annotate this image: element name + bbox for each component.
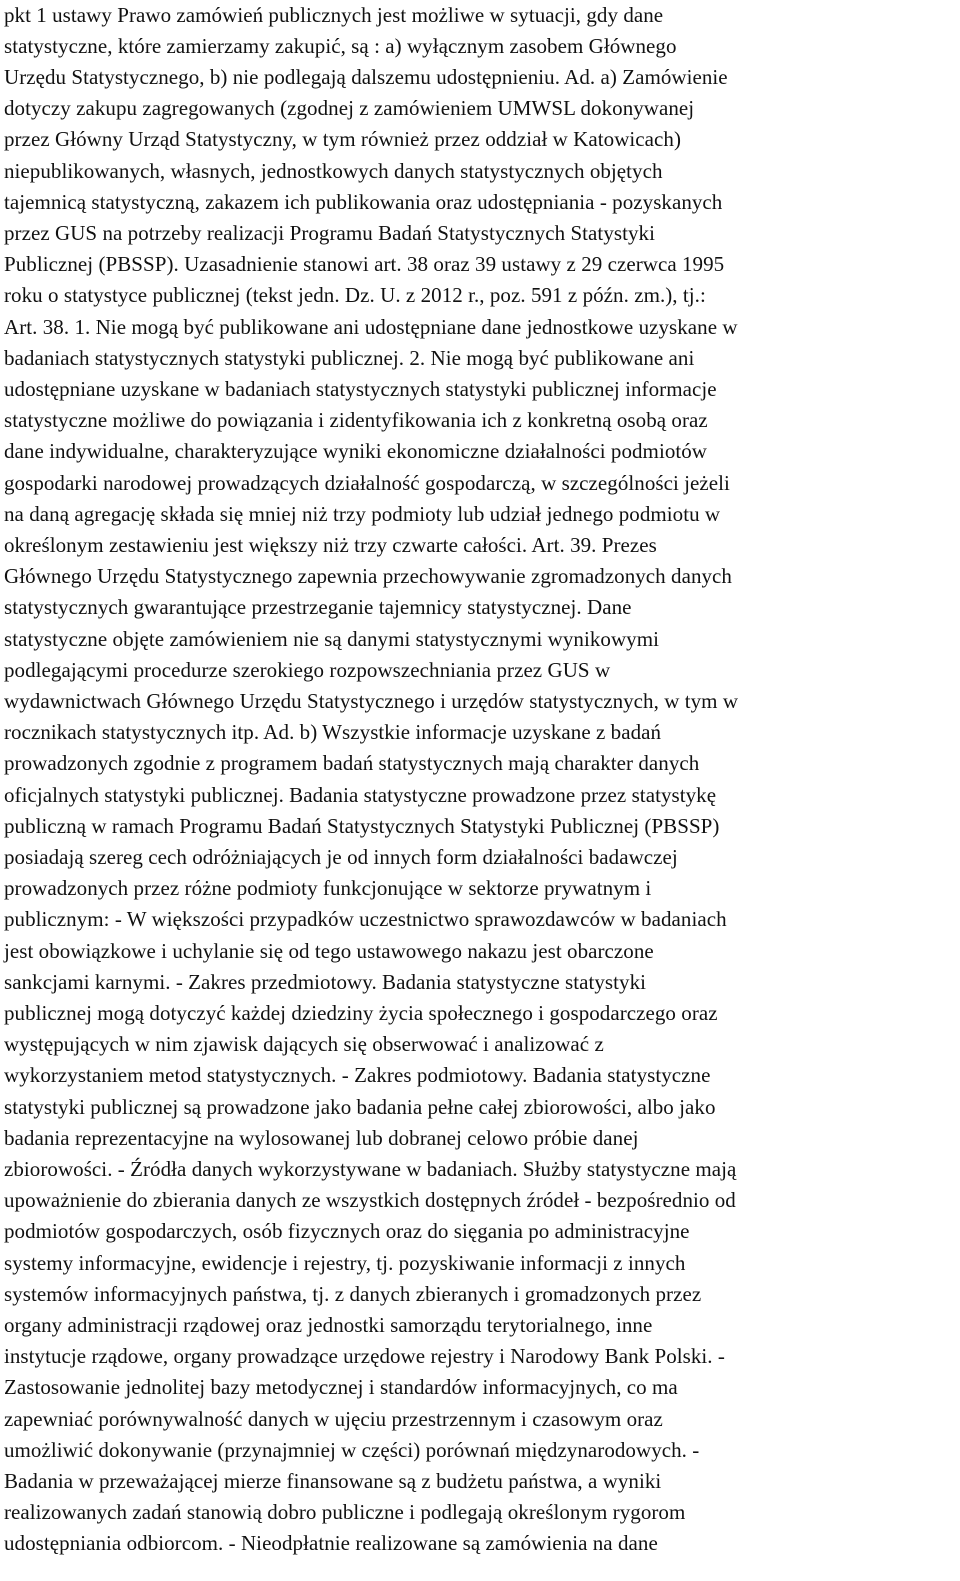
text-line: statystycznych gwarantujące przestrzeganie tajemnicy statystycznej. Dane: [4, 595, 632, 619]
text-line: wydawnictwach Głównego Urzędu Statystycznego i urzędów statystycznych, w tym w: [4, 689, 739, 713]
text-line: gospodarki narodowej prowadzących działalność gospodarczą, w szczególności jeżeli: [4, 471, 730, 495]
text-line: statystyki publicznej są prowadzone jako badania pełne całej zbiorowości, albo jako: [4, 1095, 716, 1119]
text-line: występujących w nim zjawisk dających się obserwować i analizować z: [4, 1032, 604, 1056]
text-line: określonym zestawieniu jest większy niż trzy czwarte całości. Art. 39. Prezes: [4, 533, 657, 557]
text-line: publiczną w ramach Programu Badań Statystycznych Statystyki Publicznej (PBSSP): [4, 814, 720, 838]
text-line: umożliwić dokonywanie (przynajmniej w części) porównań międzynarodowych. -: [4, 1438, 700, 1462]
text-line: oficjalnych statystyki publicznej. Badania statystyczne prowadzone przez statystykę: [4, 783, 717, 807]
text-line: systemów informacyjnych państwa, tj. z danych zbieranych i gromadzonych przez: [4, 1282, 702, 1306]
text-line: badania reprezentacyjne na wylosowanej lub dobranej celowo próbie danej: [4, 1126, 639, 1150]
text-line: statystyczne możliwe do powiązania i zidentyfikowania ich z konkretną osobą oraz: [4, 408, 708, 432]
text-line: tajemnicą statystyczną, zakazem ich publikowania oraz udostępniania - pozyskanych: [4, 190, 723, 214]
text-line: podmiotów gospodarczych, osób fizycznych oraz do sięgania po administracyjne: [4, 1219, 690, 1243]
text-line: Art. 38. 1. Nie mogą być publikowane ani udostępniane dane jednostkowe uzyskane w: [4, 315, 738, 339]
text-line: Badania w przeważającej mierze finansowane są z budżetu państwa, a wyniki: [4, 1469, 662, 1493]
text-line: publicznej mogą dotyczyć każdej dziedziny życia społecznego i gospodarczego oraz: [4, 1001, 718, 1025]
text-line: badaniach statystycznych statystyki publicznej. 2. Nie mogą być publikowane ani: [4, 346, 695, 370]
text-line: zbiorowości. - Źródła danych wykorzystywane w badaniach. Służby statystyczne mają: [4, 1157, 737, 1181]
text-line: dane indywidualne, charakteryzujące wyniki ekonomiczne działalności podmiotów: [4, 439, 708, 463]
text-line: sankcjami karnymi. - Zakres przedmiotowy. Badania statystyczne statystyki: [4, 970, 647, 994]
text-line: roku o statystyce publicznej (tekst jedn. Dz. U. z 2012 r., poz. 591 z późn. zm.), tj.:: [4, 283, 706, 307]
text-line: zapewniać porównywalność danych w ujęciu przestrzennym i czasowym oraz: [4, 1407, 663, 1431]
text-line: organy administracji rządowej oraz jednostki samorządu terytorialnego, inne: [4, 1313, 653, 1337]
text-line: udostępniania odbiorcom. - Nieodpłatnie realizowane są zamówienia na dane: [4, 1531, 658, 1555]
text-line: statystyczne, które zamierzamy zakupić, są : a) wyłącznym zasobem Głównego: [4, 34, 677, 58]
text-line: prowadzonych zgodnie z programem badań statystycznych mają charakter danych: [4, 751, 700, 775]
text-line: posiadają szereg cech odróżniających je od innych form działalności badawczej: [4, 845, 678, 869]
text-line: Głównego Urzędu Statystycznego zapewnia przechowywanie zgromadzonych danych: [4, 564, 732, 588]
text-line: rocznikach statystycznych itp. Ad. b) Wszystkie informacje uzyskane z badań: [4, 720, 662, 744]
text-line: jest obowiązkowe i uchylanie się od tego ustawowego nakazu jest obarczone: [4, 939, 654, 963]
text-line: publicznym: - W większości przypadków uczestnictwo sprawozdawców w badaniach: [4, 907, 727, 931]
text-line: Publicznej (PBSSP). Uzasadnienie stanowi art. 38 oraz 39 ustawy z 29 czerwca 1995: [4, 252, 725, 276]
text-line: pkt 1 ustawy Prawo zamówień publicznych jest możliwe w sytuacji, gdy dane: [4, 3, 664, 27]
text-line: podlegającymi procedurze szerokiego rozpowszechniania przez GUS w: [4, 658, 611, 682]
text-line: instytucje rządowe, organy prowadzące urzędowe rejestry i Narodowy Bank Polski. -: [4, 1344, 725, 1368]
text-line: udostępniane uzyskane w badaniach statystycznych statystyki publicznej informacje: [4, 377, 717, 401]
text-line: prowadzonych przez różne podmioty funkcjonujące w sektorze prywatnym i: [4, 876, 652, 900]
text-line: na daną agregację składa się mniej niż trzy podmioty lub udział jednego podmiotu w: [4, 502, 721, 526]
text-line: Urzędu Statystycznego, b) nie podlegają dalszemu udostępnieniu. Ad. a) Zamówienie: [4, 65, 728, 89]
text-line: niepublikowanych, własnych, jednostkowych danych statystycznych objętych: [4, 159, 663, 183]
text-line: wykorzystaniem metod statystycznych. - Zakres podmiotowy. Badania statystyczne: [4, 1063, 711, 1087]
text-line: statystyczne objęte zamówieniem nie są danymi statystycznymi wynikowymi: [4, 627, 659, 651]
text-line: Zastosowanie jednolitej bazy metodycznej i standardów informacyjnych, co ma: [4, 1375, 678, 1399]
text-line: upoważnienie do zbierania danych ze wszystkich dostępnych źródeł - bezpośrednio od: [4, 1188, 736, 1212]
text-line: systemy informacyjne, ewidencje i rejestry, tj. pozyskiwanie informacji z innych: [4, 1251, 686, 1275]
text-line: przez Główny Urząd Statystyczny, w tym również przez oddział w Katowicach): [4, 127, 682, 151]
text-line: realizowanych zadań stanowią dobro publiczne i podlegają określonym rygorom: [4, 1500, 686, 1524]
text-line: przez GUS na potrzeby realizacji Programu Badań Statystycznych Statystyki: [4, 221, 655, 245]
text-line: dotyczy zakupu zagregowanych (zgodnej z zamówieniem UMWSL dokonywanej: [4, 96, 695, 120]
